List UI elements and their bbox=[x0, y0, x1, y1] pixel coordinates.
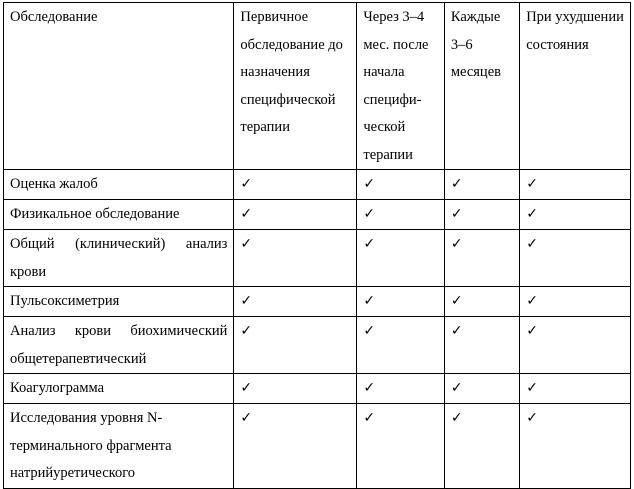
check-cell bbox=[357, 230, 445, 287]
check-cell bbox=[520, 200, 631, 230]
check-icon: ✓ bbox=[240, 380, 253, 396]
check-cell bbox=[520, 287, 631, 317]
check-cell bbox=[520, 404, 631, 489]
check-cell bbox=[444, 287, 519, 317]
check-cell bbox=[234, 200, 357, 230]
row-label: Физикальное обследование bbox=[4, 200, 234, 230]
header-examination: Обследование bbox=[4, 3, 234, 170]
header-every-3-6-months: Каждые 3–6 месяцев bbox=[444, 3, 519, 170]
check-icon: ✓ bbox=[240, 176, 253, 192]
check-icon: ✓ bbox=[450, 236, 463, 252]
header-after-3-4-months: Через 3–4 мес. после начала специфи-ческой терапии bbox=[357, 3, 445, 170]
check-cell bbox=[520, 317, 631, 374]
check-cell bbox=[234, 170, 357, 200]
check-cell bbox=[357, 374, 445, 404]
check-icon: ✓ bbox=[526, 206, 538, 222]
check-cell bbox=[234, 404, 357, 489]
check-icon: ✓ bbox=[526, 176, 538, 192]
check-cell bbox=[520, 170, 631, 200]
row-label: Анализ крови биохимический общетерапевтический bbox=[4, 317, 234, 374]
row-label: Оценка жалоб bbox=[4, 170, 234, 200]
header-initial-examination: Первичное обследование до назначения специфической терапии bbox=[234, 3, 357, 170]
row-label: Коагулограмма bbox=[4, 374, 234, 404]
table-row bbox=[4, 404, 631, 489]
check-icon: ✓ bbox=[526, 323, 538, 339]
table-row bbox=[4, 287, 631, 317]
check-icon: ✓ bbox=[450, 176, 463, 192]
check-icon: ✓ bbox=[450, 206, 463, 222]
check-cell bbox=[444, 170, 519, 200]
check-icon: ✓ bbox=[526, 410, 538, 426]
check-cell bbox=[444, 404, 519, 489]
check-cell bbox=[357, 317, 445, 374]
table-row bbox=[4, 200, 631, 230]
check-icon: ✓ bbox=[363, 236, 376, 252]
check-icon: ✓ bbox=[363, 323, 376, 339]
check-icon: ✓ bbox=[363, 176, 376, 192]
check-icon: ✓ bbox=[363, 380, 376, 396]
table-row bbox=[4, 374, 631, 404]
check-icon: ✓ bbox=[363, 293, 376, 309]
check-icon: ✓ bbox=[363, 206, 376, 222]
check-icon: ✓ bbox=[363, 410, 376, 426]
table-row bbox=[4, 170, 631, 200]
header-on-deterioration: При ухудшении состояния bbox=[520, 3, 631, 170]
row-label: Исследования уровня N-терминального фрагмента натрийуретического bbox=[4, 404, 234, 489]
check-cell bbox=[234, 230, 357, 287]
check-cell bbox=[357, 200, 445, 230]
check-cell bbox=[444, 317, 519, 374]
check-cell bbox=[357, 404, 445, 489]
examination-schedule-table bbox=[3, 2, 631, 489]
check-cell bbox=[520, 230, 631, 287]
check-icon: ✓ bbox=[450, 410, 463, 426]
check-icon: ✓ bbox=[450, 293, 463, 309]
check-cell bbox=[234, 287, 357, 317]
check-icon: ✓ bbox=[240, 293, 253, 309]
check-icon: ✓ bbox=[526, 236, 538, 252]
table-header-row bbox=[4, 3, 631, 170]
check-cell bbox=[357, 170, 445, 200]
check-icon: ✓ bbox=[450, 380, 463, 396]
check-icon: ✓ bbox=[240, 410, 253, 426]
check-icon: ✓ bbox=[240, 323, 253, 339]
check-cell bbox=[357, 287, 445, 317]
row-label: Пульсоксиметрия bbox=[4, 287, 234, 317]
check-icon: ✓ bbox=[526, 380, 538, 396]
check-cell bbox=[444, 200, 519, 230]
check-icon: ✓ bbox=[240, 236, 253, 252]
check-icon: ✓ bbox=[450, 323, 463, 339]
check-cell bbox=[444, 230, 519, 287]
check-cell bbox=[234, 374, 357, 404]
check-icon: ✓ bbox=[526, 293, 538, 309]
check-cell bbox=[444, 374, 519, 404]
row-label: Общий (клинический) анализ крови bbox=[4, 230, 234, 287]
table-row bbox=[4, 317, 631, 374]
check-icon: ✓ bbox=[240, 206, 253, 222]
check-cell bbox=[520, 374, 631, 404]
check-cell bbox=[234, 317, 357, 374]
table-row bbox=[4, 230, 631, 287]
